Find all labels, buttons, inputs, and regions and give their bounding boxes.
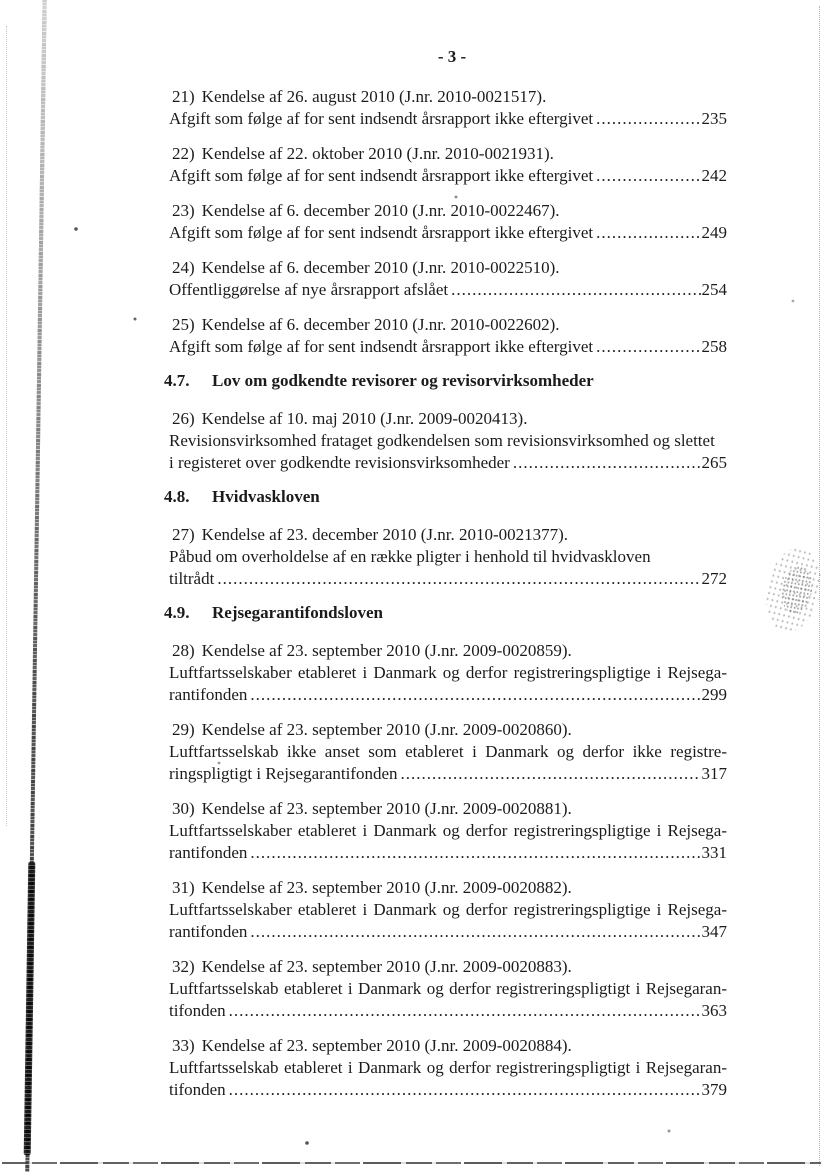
entry-title-line — [169, 798, 727, 820]
entry-description: Afgift som følge af for sent indsendt årsrapport ikke eftergivet — [169, 109, 594, 128]
entry-page-number: 379 — [701, 1080, 727, 1099]
entry-title: Kendelse af 23. september 2010 (J.nr. 2009-0020859). — [201, 641, 572, 660]
entry-description: tifonden — [169, 1001, 226, 1020]
entry-number: 32) — [172, 957, 195, 976]
entry-number: 30) — [172, 799, 195, 818]
entry-title-line — [169, 86, 727, 108]
toc-entry — [169, 257, 727, 301]
toc-entry — [169, 408, 727, 474]
entry-description: rantifonden — [169, 922, 248, 941]
entry-title: Kendelse af 23. september 2010 (J.nr. 2009-0020860). — [201, 720, 572, 739]
dot-leader — [250, 921, 700, 943]
toc-entry — [169, 877, 727, 943]
entry-description: Luftfartsselskab etableret i Danmark og derfor registreringspligtigt i Rejsegaran- — [169, 1058, 727, 1077]
entry-page-number: 249 — [701, 223, 727, 242]
entry-description: Påbud om overholdelse af en række pligter i henhold til hvidvaskloven — [169, 547, 651, 566]
entry-title: Kendelse af 26. august 2010 (J.nr. 2010-0021517). — [201, 87, 547, 106]
entry-tail-line — [169, 279, 727, 301]
entry-page-number: 347 — [701, 922, 727, 941]
entry-tail-line — [169, 165, 727, 187]
entry-number: 29) — [172, 720, 195, 739]
section-title: Lov om godkendte revisorer og revisorvirksomheder — [212, 371, 594, 390]
entry-title: Kendelse af 23. september 2010 (J.nr. 2009-0020882). — [201, 878, 572, 897]
entry-description: Afgift som følge af for sent indsendt årsrapport ikke eftergivet — [169, 223, 594, 242]
entry-number: 26) — [172, 409, 195, 428]
toc-entry — [169, 86, 727, 130]
entry-tail-line — [169, 1079, 727, 1101]
entry-title-line — [169, 408, 727, 430]
toc-entry — [169, 640, 727, 706]
entry-title: Kendelse af 22. oktober 2010 (J.nr. 2010-0021931). — [201, 144, 554, 163]
section-title: Hvidvaskloven — [212, 487, 320, 506]
entry-number: 31) — [172, 878, 195, 897]
entry-description: tifonden — [169, 1080, 226, 1099]
entry-title: Kendelse af 6. december 2010 (J.nr. 2010-0022602). — [201, 315, 560, 334]
entry-number: 27) — [172, 525, 195, 544]
entry-number: 22) — [172, 144, 195, 163]
entry-title-line — [169, 314, 727, 336]
dot-leader — [596, 336, 700, 358]
entry-tail-line — [169, 108, 727, 130]
entry-page-number: 363 — [701, 1001, 727, 1020]
entry-tail-line — [169, 921, 727, 943]
dot-leader — [229, 1079, 701, 1101]
entry-tail-line — [169, 452, 727, 474]
entry-page-number: 254 — [701, 280, 727, 299]
toc-content — [164, 46, 727, 1114]
toc-entry — [169, 719, 727, 785]
section-number: 4.9. — [164, 603, 190, 622]
entry-tail-line — [169, 568, 727, 590]
entry-title-line — [169, 1035, 727, 1057]
entry-description: rantifonden — [169, 843, 248, 862]
entry-tail-line — [169, 336, 727, 358]
entry-description: Luftfartsselskaber etableret i Danmark og derfor registreringspligtige i Rejsega- — [169, 900, 727, 919]
scan-edge-faint-line-left — [6, 26, 7, 826]
entry-title-line — [169, 524, 727, 546]
page-number: - 3 - — [437, 47, 467, 66]
entry-tail-line — [169, 222, 727, 244]
section-title: Rejsegarantifondsloven — [212, 603, 383, 622]
dot-leader — [250, 684, 700, 706]
entry-description: Revisionsvirksomhed frataget godkendelsen som revisionsvirksomhed og slettet — [169, 431, 715, 450]
entry-tail-line — [169, 763, 727, 785]
entry-page-number: 299 — [701, 685, 727, 704]
entry-title: Kendelse af 10. maj 2010 (J.nr. 2009-0020413). — [201, 409, 528, 428]
dot-leader — [401, 763, 701, 785]
entry-tail-line — [169, 1000, 727, 1022]
entry-title: Kendelse af 6. december 2010 (J.nr. 2010-0022510). — [201, 258, 560, 277]
entry-page-number: 258 — [701, 337, 727, 356]
dot-leader — [596, 108, 700, 130]
entry-title: Kendelse af 6. december 2010 (J.nr. 2010-0022467). — [201, 201, 560, 220]
entry-description: i registeret over godkendte revisionsvirksomheder — [169, 453, 510, 472]
dot-leader — [513, 452, 701, 474]
scan-edge-line-bottom — [2, 1162, 821, 1164]
entry-page-number: 242 — [701, 166, 727, 185]
entry-page-number: 235 — [701, 109, 727, 128]
entry-description: Afgift som følge af for sent indsendt årsrapport ikke eftergivet — [169, 166, 594, 185]
dot-leader — [250, 842, 700, 864]
toc-entry — [169, 143, 727, 187]
dot-leader — [451, 279, 700, 301]
entry-description: Luftfartsselskab etableret i Danmark og derfor registreringspligtigt i Rejsegaran- — [169, 979, 727, 998]
toc-entry — [169, 956, 727, 1022]
dot-leader — [229, 1000, 701, 1022]
entry-title: Kendelse af 23. september 2010 (J.nr. 2009-0020881). — [201, 799, 572, 818]
toc-entry — [169, 1035, 727, 1101]
entry-title: Kendelse af 23. september 2010 (J.nr. 2009-0020884). — [201, 1036, 572, 1055]
section-heading-4-7 — [164, 370, 727, 392]
entry-page-number: 272 — [701, 569, 727, 588]
dot-leader — [596, 222, 700, 244]
section-number: 4.8. — [164, 487, 190, 506]
entry-title-line — [169, 640, 727, 662]
section-heading-4-8 — [164, 486, 727, 508]
entry-title-line — [169, 956, 727, 978]
entry-title-line — [169, 719, 727, 741]
entry-page-number: 317 — [701, 764, 727, 783]
scan-edge-band-left-lower — [24, 862, 36, 1155]
entry-tail-line — [169, 842, 727, 864]
entry-title: Kendelse af 23. december 2010 (J.nr. 2010-0021377). — [201, 525, 569, 544]
scan-noise-specks — [0, 0, 2, 2]
entry-title-line — [169, 257, 727, 279]
toc-entry — [169, 798, 727, 864]
toc-entry — [169, 200, 727, 244]
toc-entry — [169, 314, 727, 358]
entry-description: Luftfartsselskaber etableret i Danmark og derfor registreringspligtige i Rejsega- — [169, 663, 727, 682]
toc-entry — [169, 524, 727, 590]
entry-tail-line — [169, 684, 727, 706]
dot-leader — [217, 568, 700, 590]
entry-description: Luftfartsselskab ikke anset som etableret i Danmark og derfor ikke registre- — [169, 742, 727, 761]
section-heading-4-9 — [164, 602, 727, 624]
dot-leader — [596, 165, 700, 187]
entry-description: rantifonden — [169, 685, 248, 704]
section-number: 4.7. — [164, 371, 190, 390]
entry-title-line — [169, 200, 727, 222]
entry-number: 33) — [172, 1036, 195, 1055]
entry-number: 25) — [172, 315, 195, 334]
entry-number: 23) — [172, 201, 195, 220]
entry-description: Luftfartsselskaber etableret i Danmark og derfor registreringspligtige i Rejsega- — [169, 821, 727, 840]
entry-number: 28) — [172, 641, 195, 660]
entry-number: 21) — [172, 87, 195, 106]
entry-description: tiltrådt — [169, 569, 215, 588]
entry-page-number: 265 — [701, 453, 727, 472]
entry-title-line — [169, 877, 727, 899]
entry-page-number: 331 — [701, 843, 727, 862]
entry-description: ringspligtigt i Rejsegarantifonden — [169, 764, 398, 783]
entry-title: Kendelse af 23. september 2010 (J.nr. 2009-0020883). — [201, 957, 572, 976]
entry-description: Offentliggørelse af nye årsrapport afslået — [169, 280, 449, 299]
entry-number: 24) — [172, 258, 195, 277]
entry-title-line — [169, 143, 727, 165]
entry-description: Afgift som følge af for sent indsendt årsrapport ikke eftergivet — [169, 337, 594, 356]
